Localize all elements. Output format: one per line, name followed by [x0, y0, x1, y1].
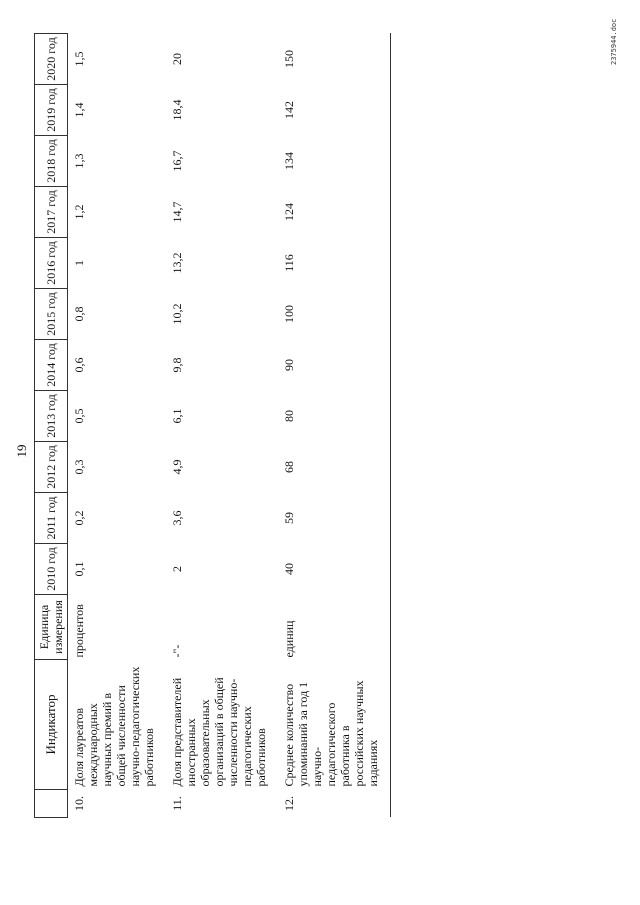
value-cell: 20 [170, 53, 184, 65]
header-year: 2012 год [35, 442, 68, 493]
value-cell: 40 [278, 544, 391, 595]
header-year: 2017 год [35, 187, 68, 238]
value-cell: 16,7 [170, 150, 184, 172]
value-cell: 0,8 [72, 306, 86, 322]
indicator-name: Среднее количество упоминаний за год 1 научно-педагогического работника в российских научных изданиях [278, 660, 391, 790]
document-filename: 2375944.doc [610, 18, 618, 65]
value-cell: 90 [278, 340, 391, 391]
indicator-name: Доля лауреатов международных научных премий в общей численности научно-педагогических работников [72, 666, 156, 787]
header-year: 2019 год [35, 85, 68, 136]
header-year: 2020 год [35, 34, 68, 85]
value-cell: 14,7 [170, 201, 184, 223]
value-cell: 80 [278, 391, 391, 442]
value-cell: 100 [278, 289, 391, 340]
value-cell: 0,1 [72, 561, 86, 577]
header-year: 2016 год [35, 238, 68, 289]
value-cell: 134 [278, 136, 391, 187]
value-cell: 68 [278, 442, 391, 493]
header-year: 2014 год [35, 340, 68, 391]
header-unit: Единица измерения [35, 595, 68, 660]
value-cell: 4,9 [170, 459, 184, 475]
page-number: 19 [14, 444, 29, 458]
indicator-table [34, 33, 391, 818]
value-cell: 2 [170, 566, 184, 572]
value-cell: 1 [72, 260, 86, 266]
header-number [35, 790, 68, 818]
row-number: 10. [72, 796, 86, 811]
header-year: 2010 год [35, 544, 68, 595]
value-cell: 142 [278, 85, 391, 136]
value-cell: 6,1 [170, 408, 184, 424]
value-cell: 124 [278, 187, 391, 238]
unit-cell: -"- [170, 644, 184, 658]
header-year: 2015 год [35, 289, 68, 340]
row-number: 11. [170, 796, 184, 811]
value-cell: 0,2 [72, 510, 86, 526]
value-cell: 13,2 [170, 252, 184, 274]
value-cell: 59 [278, 493, 391, 544]
table-row [278, 34, 391, 818]
table-row [68, 34, 167, 818]
value-cell: 1,2 [72, 204, 86, 220]
header-indicator: Индикатор [35, 660, 68, 790]
row-number: 12. [278, 790, 391, 818]
value-cell: 9,8 [170, 357, 184, 373]
unit-cell: процентов [72, 604, 86, 658]
value-cell: 0,5 [72, 408, 86, 424]
value-cell: 0,3 [72, 459, 86, 475]
value-cell: 10,2 [170, 303, 184, 325]
indicator-table-wrapper [34, 33, 391, 818]
header-year: 2018 год [35, 136, 68, 187]
unit-cell: единиц [278, 595, 391, 660]
value-cell: 3,6 [170, 510, 184, 526]
value-cell: 150 [278, 34, 391, 85]
header-year: 2011 год [35, 493, 68, 544]
value-cell: 0,6 [72, 357, 86, 373]
value-cell: 1,3 [72, 153, 86, 169]
value-cell: 1,4 [72, 102, 86, 118]
table-header-row [35, 34, 68, 818]
header-year: 2013 год [35, 391, 68, 442]
indicator-name: Доля представителей иностранных образовательных организаций в общей численности научно-педагогических работников [170, 677, 268, 787]
value-cell: 116 [278, 238, 391, 289]
value-cell: 18,4 [170, 99, 184, 121]
value-cell: 1,5 [72, 51, 86, 67]
table-row [166, 34, 278, 818]
